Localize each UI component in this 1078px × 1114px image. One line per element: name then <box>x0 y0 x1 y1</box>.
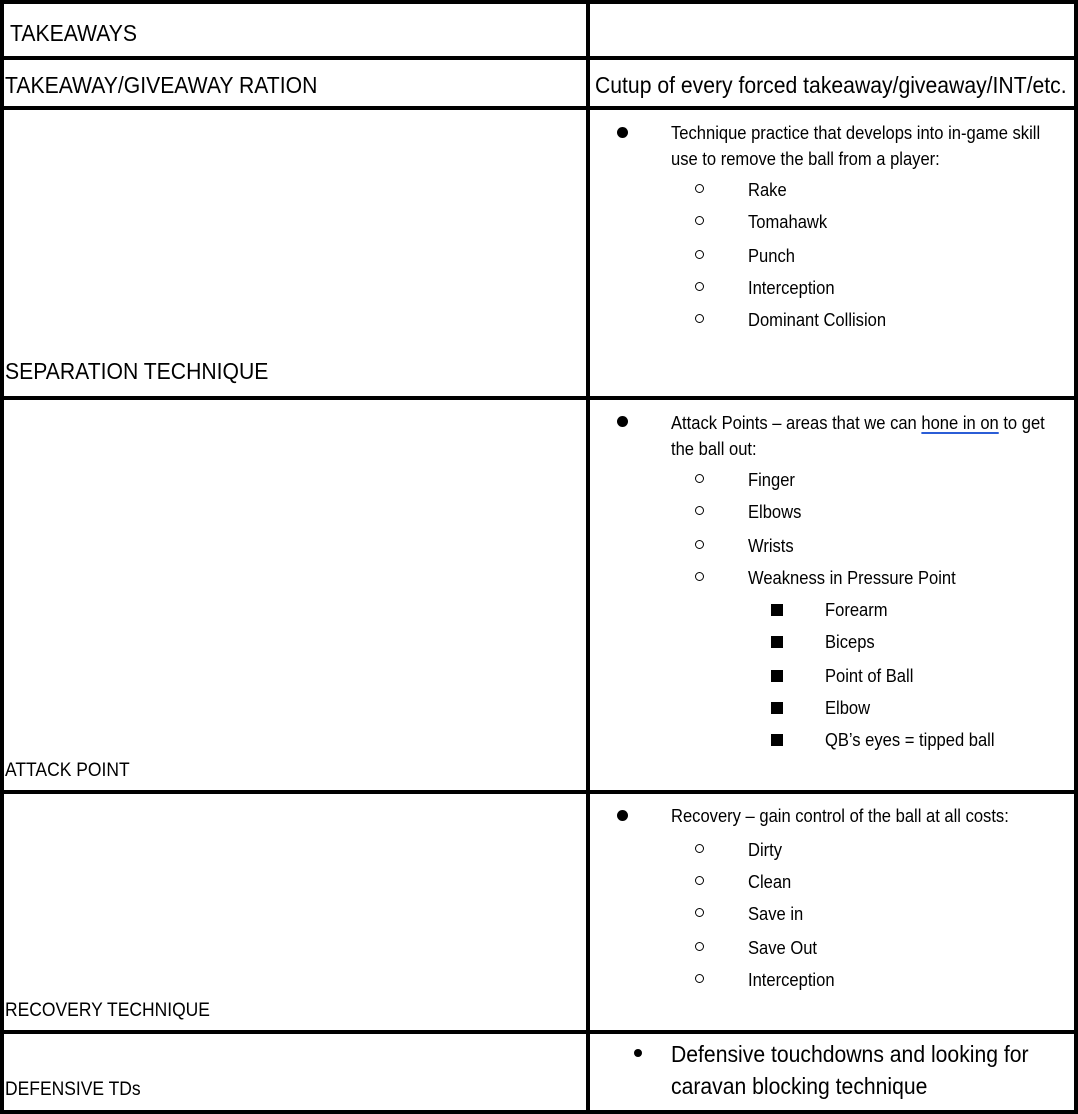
recovery-bullet: Recovery – gain control of the ball at all costs: <box>671 806 1009 826</box>
table-border <box>1074 0 1078 1114</box>
row-divider <box>0 56 1078 60</box>
table-border <box>0 0 1078 4</box>
bullet-icon <box>617 416 628 427</box>
list-item: Clean <box>748 872 792 892</box>
separation-bullet-line2: use to remove the ball from a player: <box>671 149 940 169</box>
attack-bullet-line1 <box>671 410 1045 436</box>
list-item: Finger <box>748 470 795 490</box>
ratio-description: Cutup of every forced takeaway/giveaway/INT/etc. <box>595 72 1067 98</box>
circle-bullet-icon <box>695 216 704 225</box>
list-item: Elbows <box>748 502 802 522</box>
grammar-underlined-text: hone in on <box>921 413 999 433</box>
list-subitem: Point of Ball <box>825 666 914 686</box>
attack-bullet-line2: the ball out: <box>671 439 757 459</box>
attack-bullet-text: to get <box>998 413 1045 433</box>
row-label-defensive-tds: DEFENSIVE TDs <box>5 1079 141 1100</box>
list-subitem: Forearm <box>825 600 888 620</box>
row-divider <box>0 790 1078 794</box>
list-item: Save Out <box>748 938 818 958</box>
attack-bullet-text: Attack Points – areas that we can <box>671 413 922 433</box>
circle-bullet-icon <box>695 506 704 515</box>
circle-bullet-icon <box>695 282 704 291</box>
row-divider <box>0 106 1078 110</box>
square-bullet-icon <box>771 734 783 746</box>
row-label-takeaways: TAKEAWAYS <box>10 20 137 46</box>
bullet-icon <box>634 1049 642 1057</box>
circle-bullet-icon <box>695 844 704 853</box>
circle-bullet-icon <box>695 942 704 951</box>
square-bullet-icon <box>771 702 783 714</box>
circle-bullet-icon <box>695 572 704 581</box>
list-item: Dominant Collision <box>748 310 887 330</box>
table-border <box>0 1110 1078 1114</box>
list-item: Tomahawk <box>748 212 828 232</box>
circle-bullet-icon <box>695 184 704 193</box>
circle-bullet-icon <box>695 876 704 885</box>
circle-bullet-icon <box>695 974 704 983</box>
circle-bullet-icon <box>695 250 704 259</box>
square-bullet-icon <box>771 636 783 648</box>
bullet-icon <box>617 127 628 138</box>
row-label-attack-point: ATTACK POINT <box>5 760 130 781</box>
square-bullet-icon <box>771 670 783 682</box>
table-border <box>0 0 4 1114</box>
list-item: Dirty <box>748 840 783 860</box>
row-divider <box>0 1030 1078 1034</box>
square-bullet-icon <box>771 604 783 616</box>
row-label-separation: SEPARATION TECHNIQUE <box>5 358 269 384</box>
list-item: Punch <box>748 246 795 266</box>
list-item: Weakness in Pressure Point <box>748 568 956 588</box>
defensive-bullet-line2: caravan blocking technique <box>671 1073 928 1099</box>
defensive-bullet-line1: Defensive touchdowns and looking for <box>671 1041 1029 1067</box>
list-item: Interception <box>748 278 835 298</box>
row-label-recovery: RECOVERY TECHNIQUE <box>5 1000 210 1021</box>
list-item: Rake <box>748 180 787 200</box>
circle-bullet-icon <box>695 908 704 917</box>
separation-bullet-line1: Technique practice that develops into in-game skill <box>671 123 1041 143</box>
row-divider <box>0 396 1078 400</box>
list-subitem: Elbow <box>825 698 871 718</box>
circle-bullet-icon <box>695 314 704 323</box>
list-subitem: Biceps <box>825 632 875 652</box>
circle-bullet-icon <box>695 540 704 549</box>
list-item: Interception <box>748 970 835 990</box>
list-item: Wrists <box>748 536 794 556</box>
bullet-icon <box>617 810 628 821</box>
row-label-ratio: TAKEAWAY/GIVEAWAY RATION <box>5 72 318 98</box>
list-subitem: QB’s eyes = tipped ball <box>825 730 995 750</box>
list-item: Save in <box>748 904 804 924</box>
column-divider <box>586 0 590 1114</box>
circle-bullet-icon <box>695 474 704 483</box>
